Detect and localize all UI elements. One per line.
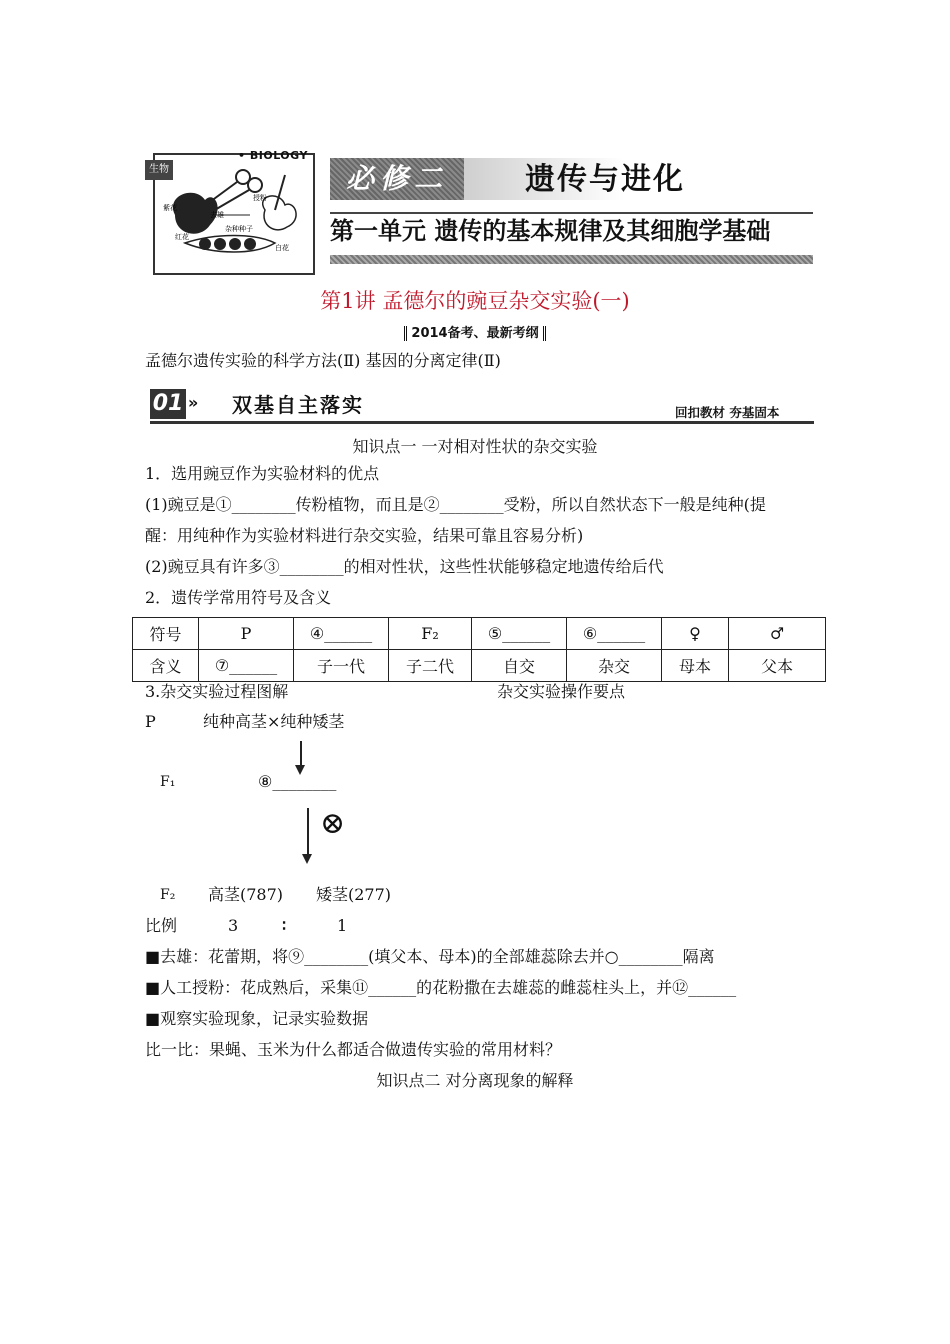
item-heading: 3.杂交实验过程图解	[145, 682, 289, 701]
table-cell: 子一代	[294, 650, 389, 682]
symbol-table	[132, 617, 826, 682]
section-title: 双基自主落实	[232, 393, 364, 417]
item-heading: 2．遗传学常用符号及含义	[145, 588, 332, 607]
ratio-colon: ∶	[282, 916, 287, 935]
outline-tag	[0, 322, 950, 341]
ratio-value: 1	[337, 916, 348, 935]
table-cell: F₂	[389, 618, 472, 650]
table-cell: 父本	[729, 650, 826, 682]
table-cell: 杂交	[567, 650, 662, 682]
section-arrows-icon: »	[188, 393, 199, 412]
ratio-value: 3	[228, 916, 239, 935]
compare-question: 比一比：果蝇、玉米为什么都适合做遗传实验的常用材料？	[145, 1040, 562, 1059]
parent-cross: 纯种高茎×纯种矮茎	[203, 712, 345, 731]
table-cell: 含义	[133, 650, 199, 682]
bullet-line: ■去雄：花蕾期，将⑨________(填父本、母本)的全部雄蕊除去并○________隔离	[145, 947, 715, 966]
paragraph-line: (2)豌豆具有许多③________的相对性状，这些性状能够稳定地遗传给后代	[145, 557, 664, 576]
table-cell: ⑥______	[567, 618, 662, 650]
unit-logo-image	[153, 153, 315, 275]
bullet-line: ■人工授粉：花成熟后，采集⑪______的花粉撒在去雄蕊的雌蕊柱头上，并⑫______	[145, 978, 737, 997]
section-divider	[150, 421, 814, 424]
bullet-line: ■观察实验现象，记录实验数据	[145, 1009, 369, 1028]
table-cell: 子二代	[389, 650, 472, 682]
table-cell: ⑦______	[199, 650, 294, 682]
logo-label: 授粉	[253, 194, 267, 202]
table-cell: ♂	[729, 618, 826, 650]
item-heading: 1．选用豌豆作为实验材料的优点	[145, 464, 380, 483]
knowledge-point-title: 知识点二 对分离现象的解释	[376, 1071, 574, 1090]
self-cross-icon: ⊗	[320, 806, 346, 841]
logo-label: 杂种种子	[225, 225, 253, 233]
generation-label-f2: F₂	[160, 887, 176, 903]
lecture-title: 第1讲 孟德尔的豌豆杂交实验(一)	[320, 289, 630, 313]
section-subtitle: 回扣教材 夯基固本	[675, 405, 780, 420]
unit-title: 第一单元 遗传的基本规律及其细胞学基础	[330, 217, 771, 245]
arrow-head-icon	[302, 854, 312, 864]
table-row	[133, 650, 826, 682]
logo-tag: 生物	[145, 160, 173, 180]
bixiu-text: 必修二	[345, 162, 448, 195]
f1-blank: ⑧________	[258, 772, 337, 791]
table-cell: ④______	[294, 618, 389, 650]
arrow-down-icon	[307, 808, 309, 858]
table-cell: 母本	[662, 650, 729, 682]
unit-underline-bar	[330, 255, 813, 264]
outline-text: 孟德尔遗传实验的科学方法(Ⅱ) 基因的分离定律(Ⅱ)	[145, 351, 501, 370]
table-cell: ♀	[662, 618, 729, 650]
ratio-label: 比例	[145, 916, 178, 935]
logo-label: 去雄	[210, 211, 224, 219]
logo-label: 紫花	[163, 204, 177, 212]
section-number-badge: 01	[150, 389, 186, 419]
logo-label: 红花	[175, 233, 189, 241]
volume-title: 遗传与进化	[525, 162, 685, 197]
table-cell: P	[199, 618, 294, 650]
f2-tall: 高茎(787)	[208, 885, 284, 904]
paragraph-line: 醒：用纯种作为实验材料进行杂交实验，结果可靠且容易分析)	[145, 526, 584, 545]
paragraph-line: (1)豌豆是①________传粉植物，而且是②________受粉，所以自然状态下一般是纯种(提	[145, 495, 766, 514]
biology-label: • BIOLOGY	[238, 149, 308, 162]
item-heading-right: 杂交实验操作要点	[497, 682, 626, 701]
table-cell: ⑤______	[472, 618, 567, 650]
table-row	[133, 618, 826, 650]
logo-label: 白花	[275, 244, 289, 252]
generation-label-f1: F₁	[160, 774, 176, 790]
knowledge-point-title: 知识点一 一对相对性状的杂交实验	[352, 437, 598, 456]
table-cell: 符号	[133, 618, 199, 650]
generation-label-p: P	[145, 712, 156, 731]
f2-short: 矮茎(277)	[316, 885, 392, 904]
table-cell: 自交	[472, 650, 567, 682]
pea-experiment-illustration	[155, 155, 313, 273]
outline-tag-text: 2014备考、最新考纲	[404, 326, 545, 341]
